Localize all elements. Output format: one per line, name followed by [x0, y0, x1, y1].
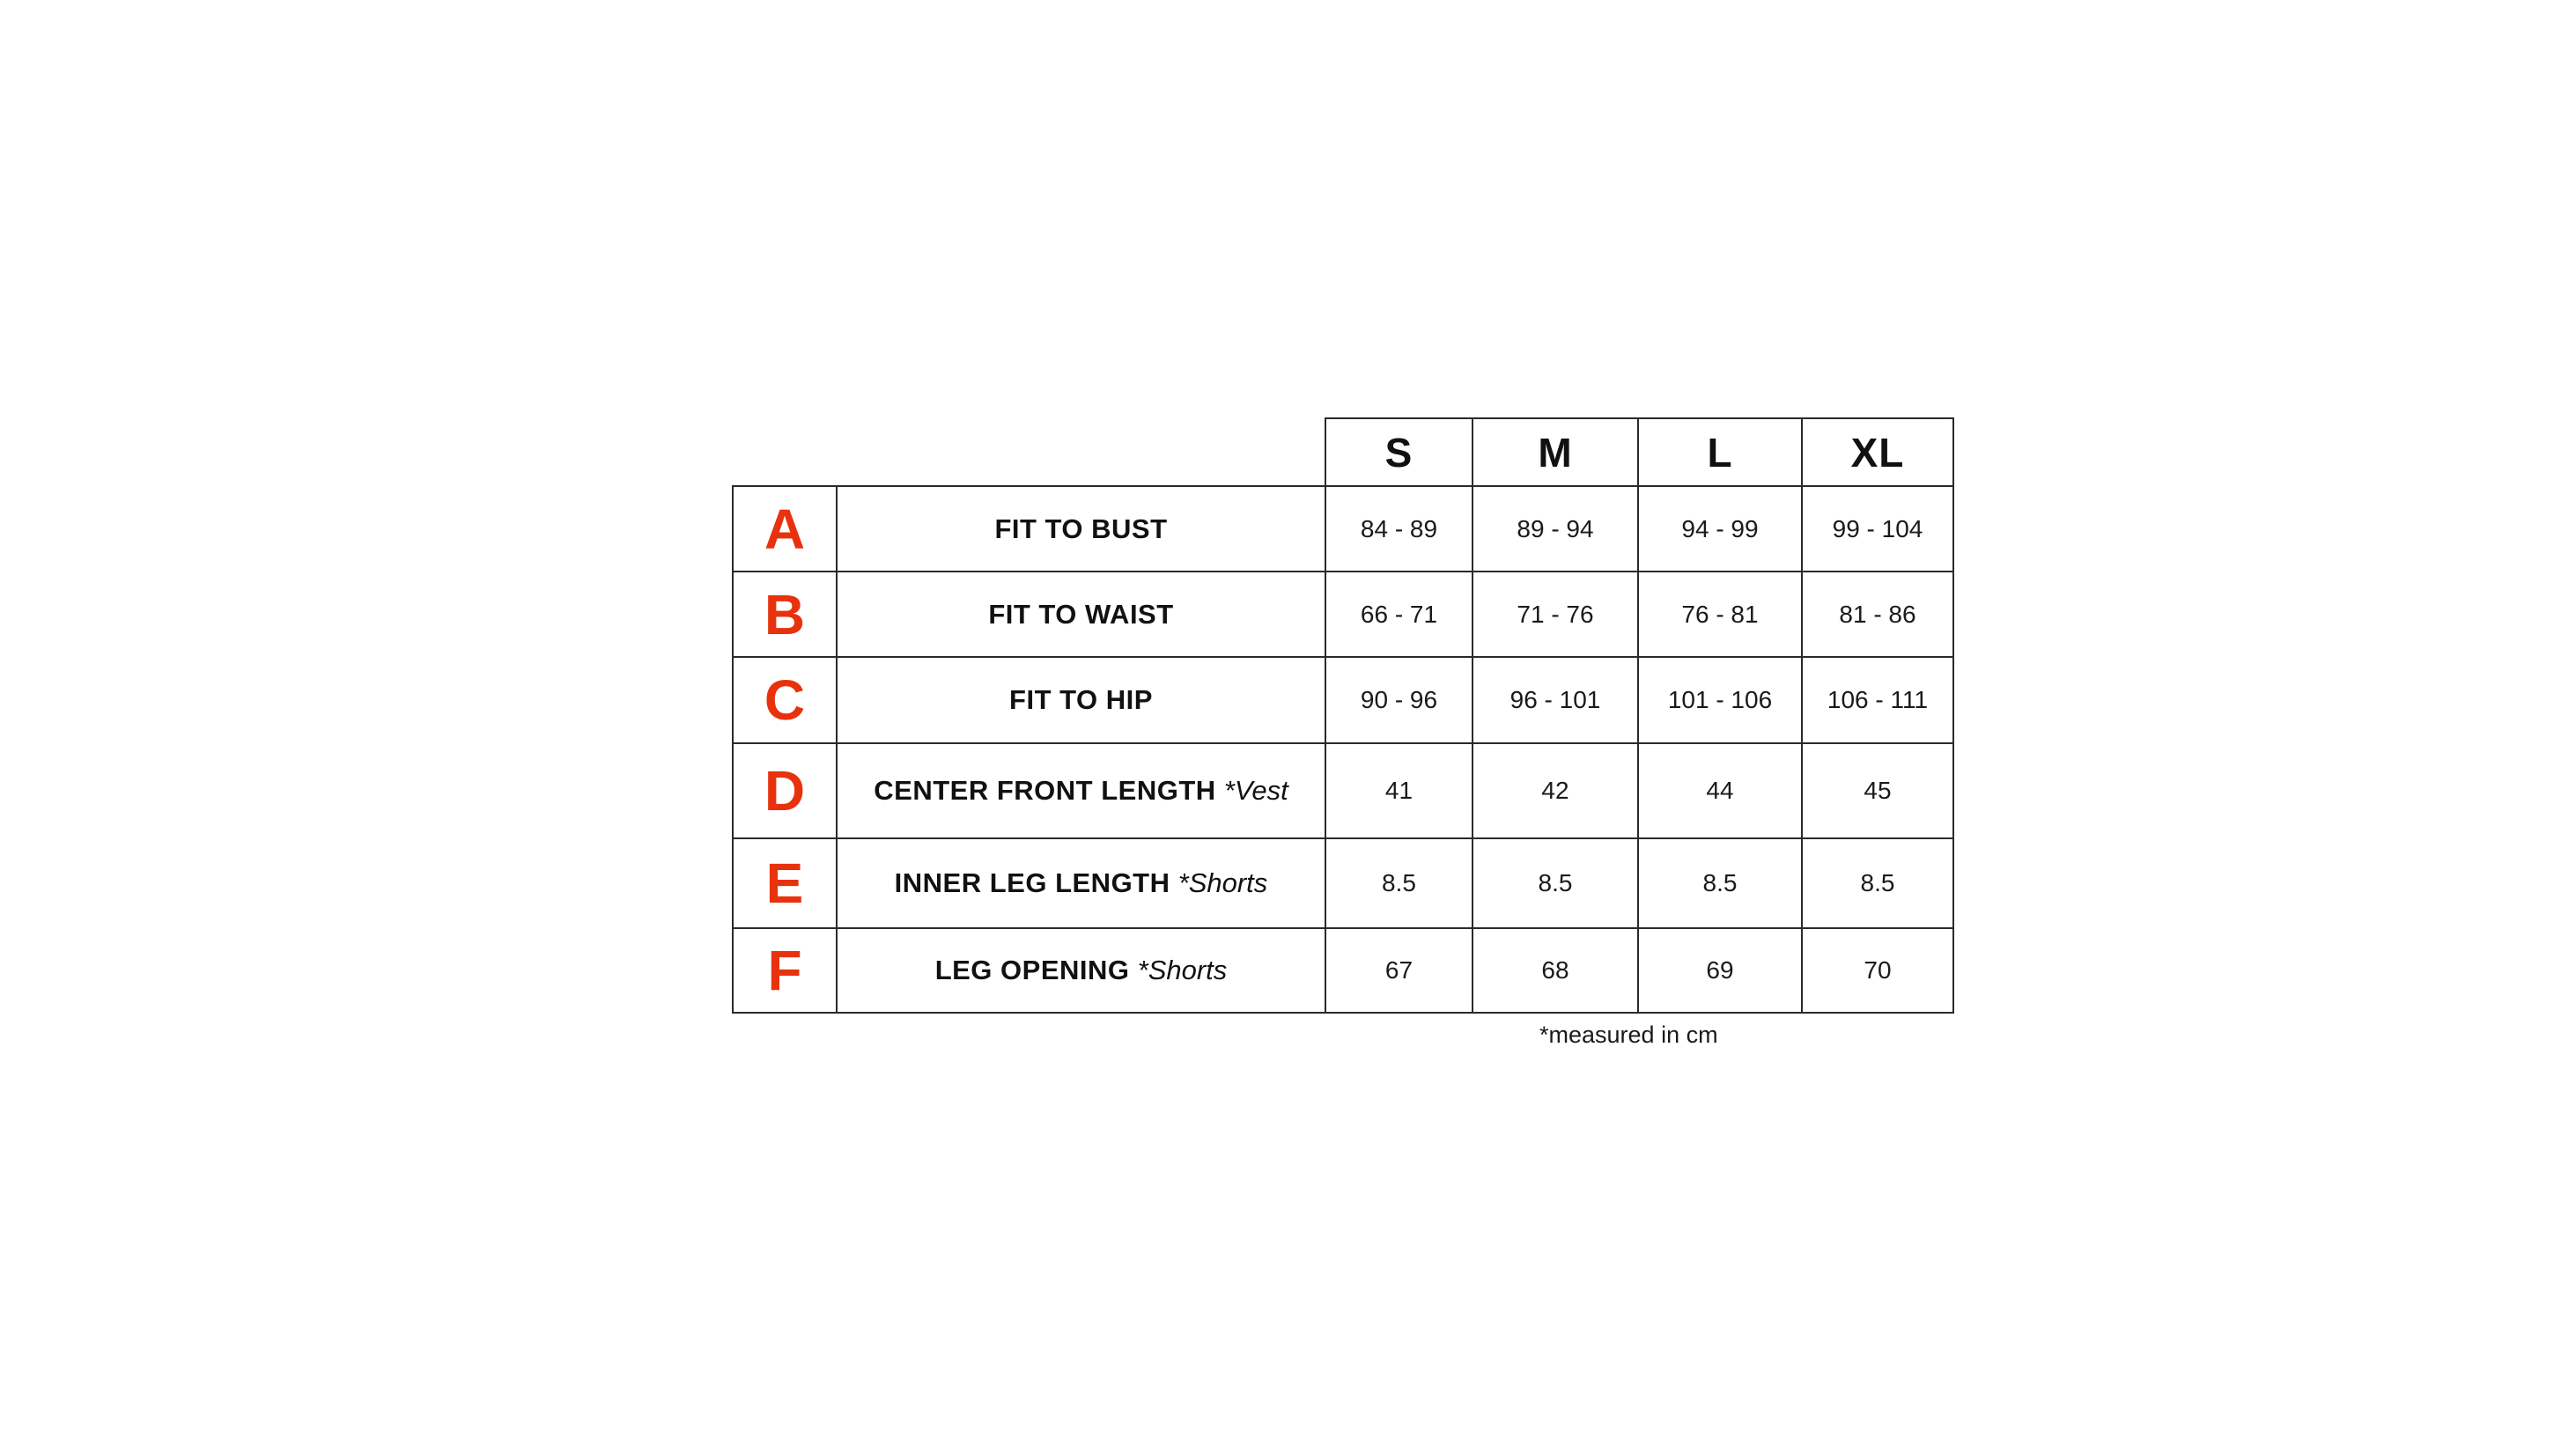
table-row — [733, 486, 1953, 572]
measurement-label — [837, 743, 1325, 838]
value-cell: 94 - 99 — [1638, 486, 1802, 572]
value-cell: 96 - 101 — [1473, 657, 1638, 743]
size-header-s: S — [1325, 418, 1473, 486]
size-header-row — [733, 418, 1953, 486]
measurement-unit-footnote: *measured in cm — [1539, 1022, 1718, 1048]
measurement-label-text: FIT TO HIP — [1009, 684, 1153, 715]
row-letter: B — [733, 572, 837, 657]
row-letter: D — [733, 743, 837, 838]
row-letter: E — [733, 838, 837, 928]
table-row — [733, 572, 1953, 657]
value-cell: 8.5 — [1802, 838, 1953, 928]
measurement-label — [837, 657, 1325, 743]
empty-label-header-cell — [837, 418, 1325, 486]
value-cell: 101 - 106 — [1638, 657, 1802, 743]
value-cell: 70 — [1802, 928, 1953, 1013]
value-cell: 66 - 71 — [1325, 572, 1473, 657]
size-chart-table — [732, 417, 1954, 1014]
row-letter: A — [733, 486, 837, 572]
table-row — [733, 743, 1953, 838]
value-cell: 76 - 81 — [1638, 572, 1802, 657]
value-cell: 68 — [1473, 928, 1638, 1013]
value-cell: 84 - 89 — [1325, 486, 1473, 572]
value-cell: 89 - 94 — [1473, 486, 1638, 572]
measurement-label-text: FIT TO WAIST — [988, 598, 1174, 630]
size-header-m: M — [1473, 418, 1638, 486]
table-row — [733, 928, 1953, 1013]
value-cell: 69 — [1638, 928, 1802, 1013]
value-cell: 90 - 96 — [1325, 657, 1473, 743]
measurement-label-text: LEG OPENING — [934, 955, 1130, 985]
measurement-note: *Shorts — [1137, 955, 1228, 985]
measurement-label — [837, 486, 1325, 572]
measurement-note: *Vest — [1223, 775, 1288, 806]
value-cell: 67 — [1325, 928, 1473, 1013]
row-letter: F — [733, 928, 837, 1013]
value-cell: 45 — [1802, 743, 1953, 838]
value-cell: 106 - 111 — [1802, 657, 1953, 743]
measurement-label — [837, 572, 1325, 657]
measurement-label-text: FIT TO BUST — [994, 513, 1168, 544]
measurement-note: *Shorts — [1177, 867, 1268, 898]
value-cell: 71 - 76 — [1473, 572, 1638, 657]
value-cell: 8.5 — [1638, 838, 1802, 928]
value-cell: 42 — [1473, 743, 1638, 838]
measurement-label-text: CENTER FRONT LENGTH — [874, 775, 1216, 806]
value-cell: 81 - 86 — [1802, 572, 1953, 657]
row-letter: C — [733, 657, 837, 743]
size-header-xl: XL — [1802, 418, 1953, 486]
value-cell: 44 — [1638, 743, 1802, 838]
value-cell: 99 - 104 — [1802, 486, 1953, 572]
empty-corner-cell — [733, 418, 837, 486]
value-cell: 41 — [1325, 743, 1473, 838]
measurement-label-text: INNER LEG LENGTH — [894, 867, 1170, 898]
measurement-label — [837, 838, 1325, 928]
value-cell: 8.5 — [1325, 838, 1473, 928]
table-row — [733, 838, 1953, 928]
value-cell: 8.5 — [1473, 838, 1638, 928]
table-row — [733, 657, 1953, 743]
measurement-label — [837, 928, 1325, 1013]
size-header-l: L — [1638, 418, 1802, 486]
